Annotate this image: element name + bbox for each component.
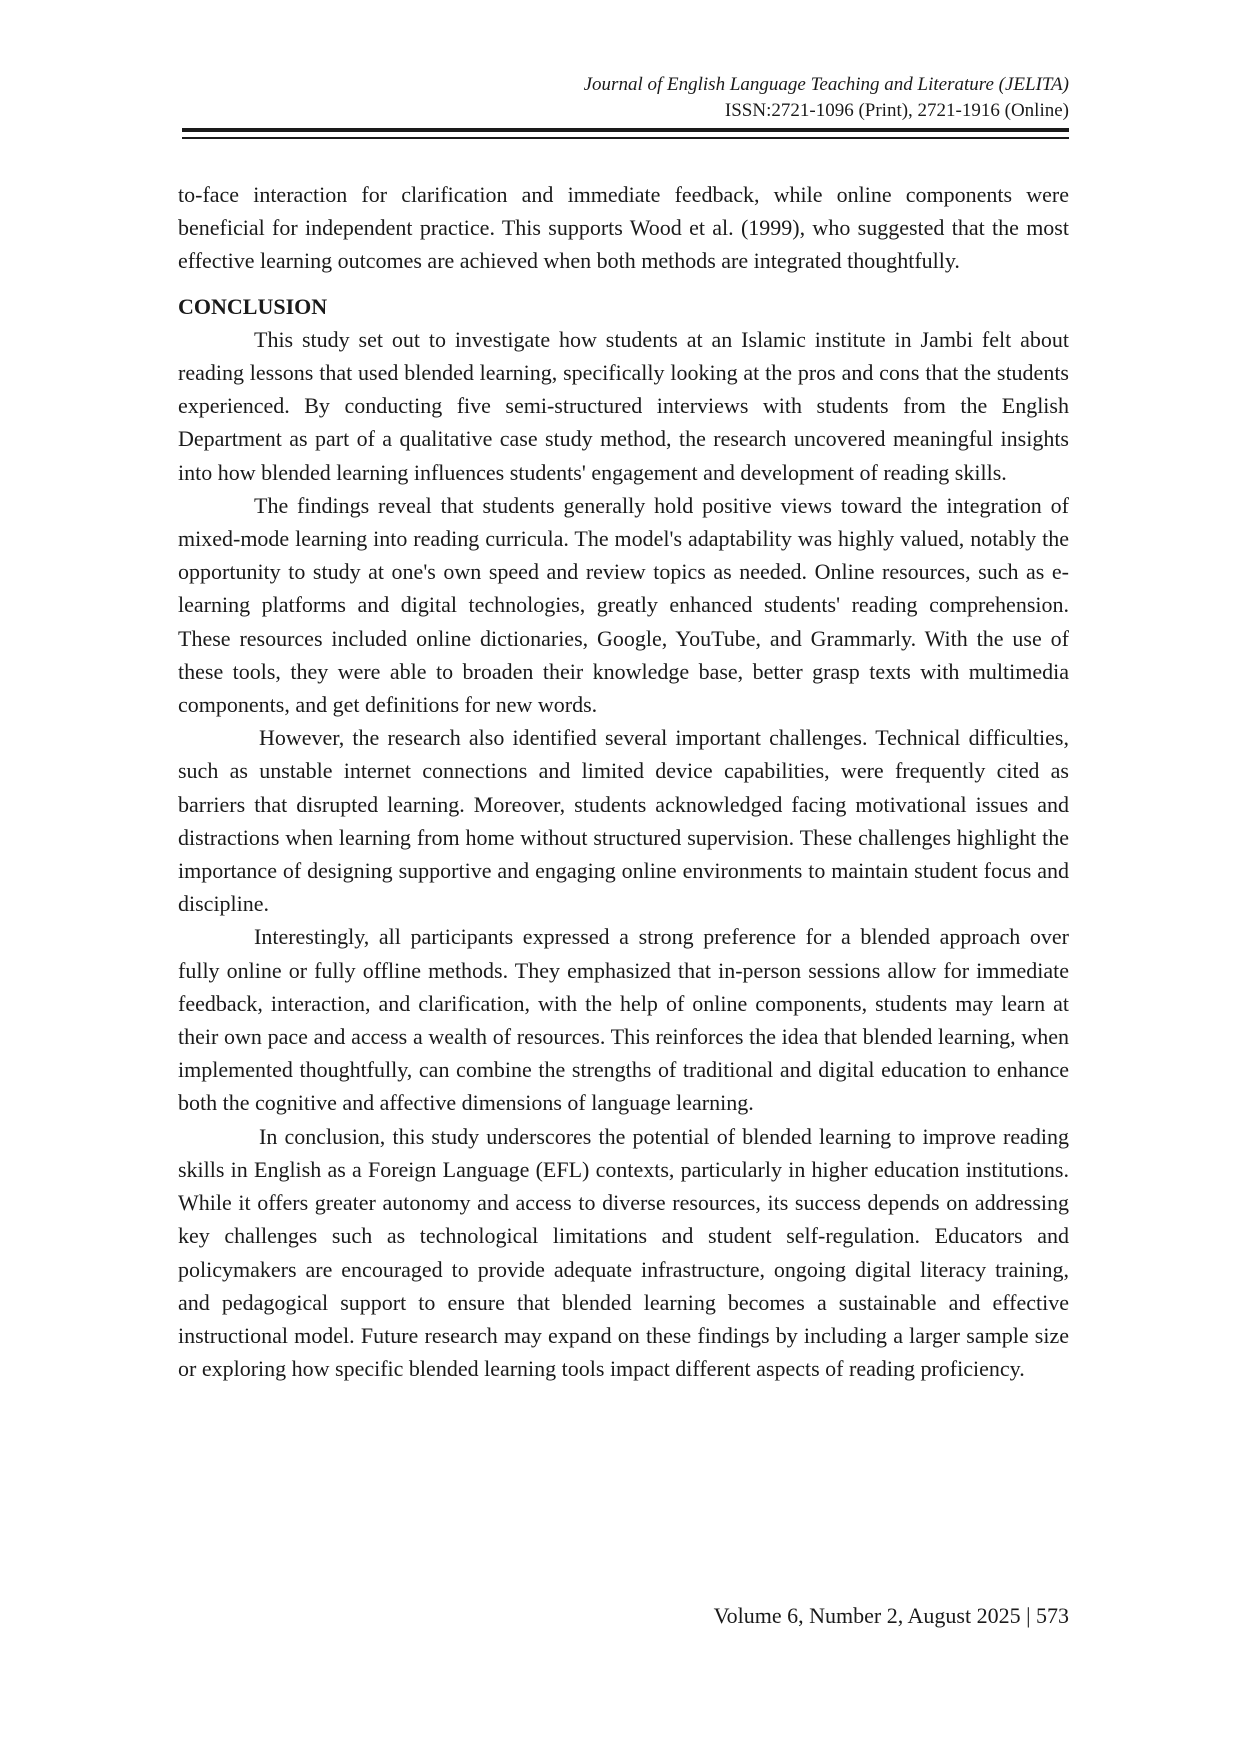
conclusion-paragraph-2: The findings reveal that students generally hold positive views toward the integration of mixed-mode learning into reading curricula. The model's adaptability was highly valued, notably the opportunity to study at one's own speed and review topics as needed. Online resources, such as e-learning platforms and digital technologies, greatly enhanced students' reading comprehension. These resources included online dictionaries, Google, YouTube, and Grammarly. With the use of these tools, they were able to broaden their knowledge base, better grasp texts with multimedia components, and get definitions for new words.	[178, 492, 1069, 718]
conclusion-paragraph-1: This study set out to investigate how students at an Islamic institute in Jambi felt about reading lessons that used blended learning, specifically looking at the pros and cons that the students experienced. By conducting five semi-structured interviews with students from the English Department as part of a qualitative case study method, the research uncovered meaningful insights into how blended learning influences students' engagement and development of reading skills.	[178, 326, 1069, 485]
header-rule-thick	[182, 128, 1069, 132]
journal-title: Journal of English Language Teaching and Literature (JELITA)	[583, 74, 1069, 95]
conclusion-paragraph-3: However, the research also identified several important challenges. Technical difficulties, such as unstable internet connections and limited device capabilities, were frequently cited as barriers that disrupted learning. Moreover, students acknowledged facing motivational issues and distractions when learning from home without structured supervision. These challenges highlight the importance of designing supportive and engaging online environments to maintain student focus and discipline.	[178, 725, 1069, 917]
page-number: 573	[1036, 1603, 1069, 1628]
conclusion-paragraph-4: Interestingly, all participants expressed a strong preference for a blended approach over fully online or fully offline methods. They emphasized that in-person sessions allow for immediate feedback, interaction, and clarification, with the help of online components, students may learn at their own pace and access a wealth of resources. This reinforces the idea that blended learning, when implemented thoughtfully, can combine the strengths of traditional and digital education to enhance both the cognitive and affective dimensions of language learning.	[178, 924, 1069, 1116]
section-heading-conclusion: CONCLUSION	[178, 293, 328, 319]
footer-separator: |	[1026, 1603, 1031, 1628]
header-rule-thin	[182, 137, 1069, 139]
continued-paragraph: to-face interaction for clarification and immediate feedback, while online components were beneficial for independent practice. This supports Wood et al. (1999), who suggested that the most effective learning outcomes are achieved when both methods are integrated thoughtfully.	[178, 182, 1069, 274]
running-header	[178, 72, 1069, 124]
main-text	[178, 178, 1069, 1385]
page-footer	[178, 1601, 1069, 1631]
issn-line: ISSN:2721-1096 (Print), 2721-1916 (Online)	[724, 100, 1069, 121]
volume-info: Volume 6, Number 2, August 2025	[713, 1603, 1021, 1628]
conclusion-paragraph-5: In conclusion, this study underscores the potential of blended learning to improve reading skills in English as a Foreign Language (EFL) contexts, particularly in higher education institutions. While it offers greater autonomy and access to diverse resources, its success depends on addressing key challenges such as technological limitations and student self-regulation. Educators and policymakers are encouraged to provide adequate infrastructure, ongoing digital literacy training, and pedagogical support to ensure that blended learning becomes a sustainable and effective instructional model. Future research may expand on these findings by including a larger sample size or exploring how specific blended learning tools impact different aspects of reading proficiency.	[178, 1123, 1069, 1382]
